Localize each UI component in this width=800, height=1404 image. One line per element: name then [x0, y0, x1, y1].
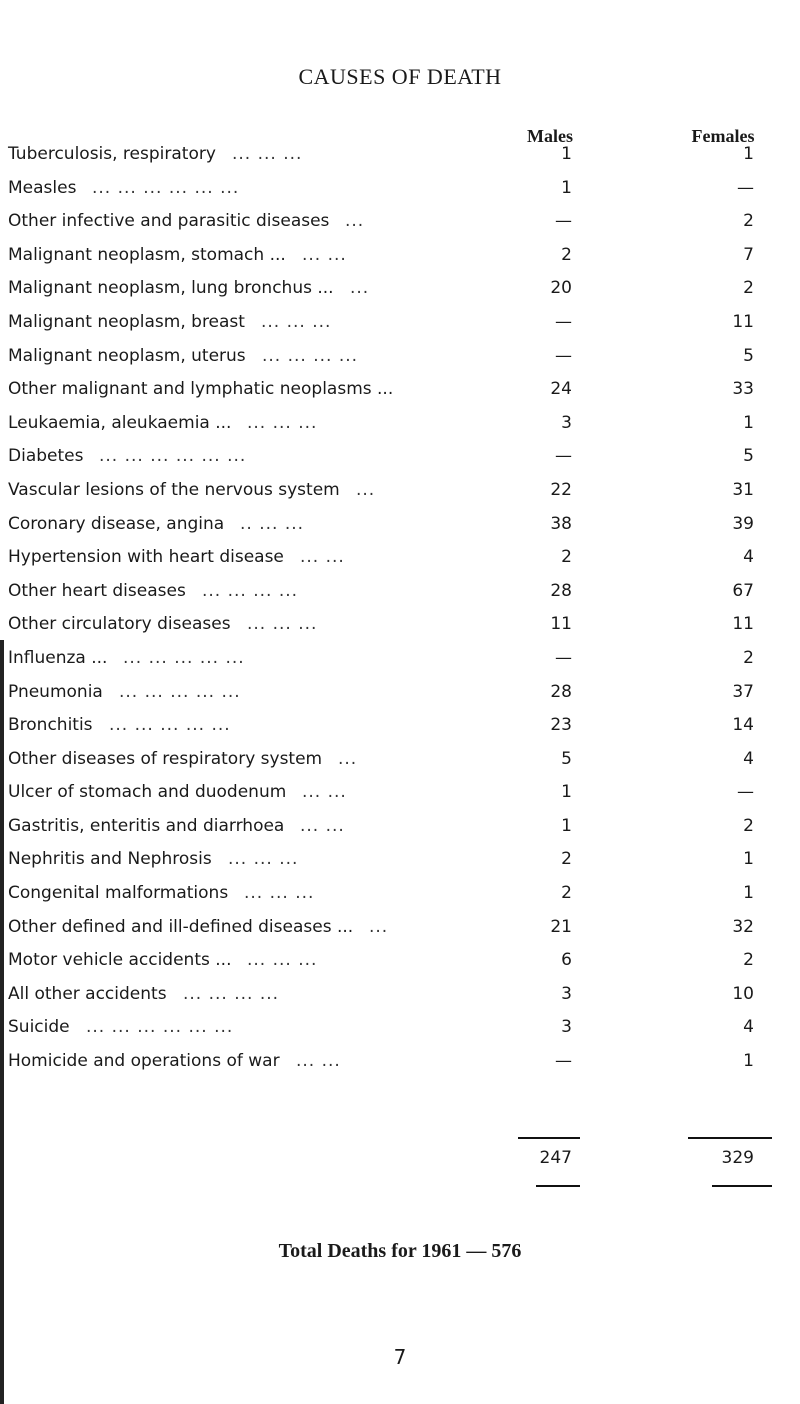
- causes-table: [0, 134, 800, 1075]
- leader-dots: ... ... ... ... ...: [109, 715, 231, 736]
- females-total-rule-top: [688, 1137, 772, 1139]
- females-value: 4: [743, 547, 754, 568]
- cause-label: Other heart diseases: [8, 580, 186, 601]
- males-value: —: [555, 647, 572, 668]
- females-value: 14: [732, 715, 754, 736]
- table-row: [0, 940, 800, 974]
- males-value: 2: [561, 244, 572, 265]
- males-value: —: [555, 446, 572, 467]
- leader-dots: ... ... ...: [244, 883, 315, 904]
- leader-dots: ... ... ...: [228, 849, 299, 870]
- males-value: —: [555, 211, 572, 232]
- table-row: [0, 739, 800, 773]
- table-row: [0, 907, 800, 941]
- females-value: 1: [743, 1051, 754, 1072]
- table-row: [0, 235, 800, 269]
- leader-dots: ... ...: [302, 782, 347, 803]
- females-value: 4: [743, 748, 754, 769]
- females-value: 1: [743, 144, 754, 164]
- table-row: [0, 134, 800, 168]
- males-value: 22: [550, 479, 572, 500]
- males-value: 6: [561, 950, 572, 971]
- males-value: 20: [550, 278, 572, 299]
- females-total-rule-bottom: [712, 1185, 772, 1187]
- females-value: —: [737, 177, 754, 198]
- males-value: 11: [550, 614, 572, 635]
- males-value: 1: [561, 815, 572, 836]
- column-header-females: Females: [691, 126, 755, 146]
- females-value: 5: [743, 345, 754, 366]
- males-value: 3: [561, 1017, 572, 1038]
- leader-dots: .. ... ...: [240, 513, 305, 534]
- table-row: [0, 638, 800, 672]
- leader-dots: ...: [350, 278, 370, 299]
- cause-label: Motor vehicle accidents ...: [8, 950, 232, 971]
- males-value: 38: [550, 513, 572, 534]
- females-value: 2: [743, 950, 754, 971]
- table-row: [0, 504, 800, 538]
- cause-label: Other infective and parasitic diseases: [8, 211, 330, 232]
- cause-label: Malignant neoplasm, breast: [8, 311, 245, 332]
- table-row: [0, 470, 800, 504]
- leader-dots: ...: [369, 916, 389, 937]
- leader-dots: ... ... ... ... ...: [123, 647, 245, 668]
- table-row: [0, 604, 800, 638]
- leader-dots: ... ... ... ...: [202, 580, 299, 601]
- cause-label: Vascular lesions of the nervous system: [8, 479, 340, 500]
- cause-label: Malignant neoplasm, uterus: [8, 345, 246, 366]
- table-row: [0, 537, 800, 571]
- females-value: —: [737, 782, 754, 803]
- table-row: [0, 672, 800, 706]
- cause-label: All other accidents: [8, 983, 167, 1004]
- cause-label: Other circulatory diseases: [8, 614, 231, 635]
- leader-dots: ...: [356, 479, 376, 500]
- leader-dots: ... ... ... ... ...: [119, 681, 241, 702]
- grand-total: Total Deaths for 1961 — 576: [278, 1240, 522, 1262]
- males-value: 1: [561, 782, 572, 803]
- males-value: 3: [561, 983, 572, 1004]
- cause-label: Malignant neoplasm, stomach ...: [8, 244, 286, 265]
- table-row: [0, 302, 800, 336]
- table-row: [0, 705, 800, 739]
- leader-dots: ... ... ...: [261, 311, 332, 332]
- females-value: 31: [732, 479, 754, 500]
- leader-dots: ... ...: [300, 815, 345, 836]
- cause-label: Congenital malformations: [8, 883, 229, 904]
- table-row: [0, 168, 800, 202]
- cause-label: Measles: [8, 177, 77, 198]
- leader-dots: ... ...: [296, 1051, 341, 1072]
- males-value: 2: [561, 849, 572, 870]
- males-value: —: [555, 345, 572, 366]
- females-value: 1: [743, 883, 754, 904]
- males-value: 21: [550, 916, 572, 937]
- table-row: [0, 772, 800, 806]
- leader-dots: ... ...: [300, 547, 345, 568]
- leader-dots: ... ... ... ... ... ...: [92, 177, 240, 198]
- page-number: 7: [393, 1345, 407, 1369]
- females-value: 37: [732, 681, 754, 702]
- cause-label: Other malignant and lymphatic neoplasms ...: [8, 379, 394, 400]
- leader-dots: ...: [345, 211, 365, 232]
- cause-label: Suicide: [8, 1017, 70, 1038]
- females-value: 67: [732, 580, 754, 601]
- cause-label: Tuberculosis, respiratory: [8, 144, 216, 164]
- cause-label: Other defined and ill-defined diseases ...: [8, 916, 354, 937]
- cause-label: Ulcer of stomach and duodenum: [8, 782, 287, 803]
- cause-label: Diabetes: [8, 446, 84, 467]
- table-row: [0, 839, 800, 873]
- cause-label: Malignant neoplasm, lung bronchus ...: [8, 278, 334, 299]
- females-value: 2: [743, 815, 754, 836]
- females-value: 32: [732, 916, 754, 937]
- table-row: [0, 436, 800, 470]
- cause-label: Homicide and operations of war: [8, 1051, 280, 1072]
- males-value: —: [555, 311, 572, 332]
- leader-dots: ... ...: [302, 244, 347, 265]
- males-value: —: [555, 1051, 572, 1072]
- table-row: [0, 571, 800, 605]
- females-value: 11: [732, 311, 754, 332]
- males-value: 28: [550, 580, 572, 601]
- leader-dots: ... ... ... ... ... ...: [86, 1017, 234, 1038]
- table-row: [0, 806, 800, 840]
- table-row: [0, 403, 800, 437]
- cause-label: Hypertension with heart disease: [8, 547, 284, 568]
- females-value: 11: [732, 614, 754, 635]
- table-row: [0, 336, 800, 370]
- cause-label: Influenza ...: [8, 647, 108, 668]
- females-value: 7: [743, 244, 754, 265]
- leader-dots: ... ... ... ... ... ...: [99, 446, 247, 467]
- males-value: 5: [561, 748, 572, 769]
- females-value: 4: [743, 1017, 754, 1038]
- females-value: 1: [743, 412, 754, 433]
- males-total-rule-bottom: [536, 1185, 580, 1187]
- leader-dots: ... ... ... ...: [183, 983, 280, 1004]
- males-value: 24: [550, 379, 572, 400]
- females-value: 33: [732, 379, 754, 400]
- cause-label: Other diseases of respiratory system: [8, 748, 323, 769]
- females-value: 1: [743, 849, 754, 870]
- leader-dots: ... ... ...: [247, 412, 318, 433]
- females-value: 2: [743, 647, 754, 668]
- leader-dots: ... ... ...: [232, 144, 303, 164]
- males-value: 2: [561, 883, 572, 904]
- cause-label: Coronary disease, angina: [8, 513, 225, 534]
- cause-label: Bronchitis: [8, 715, 93, 736]
- leader-dots: ... ... ...: [247, 950, 318, 971]
- males-total: 247: [539, 1148, 572, 1168]
- cause-label: Leukaemia, aleukaemia ...: [8, 412, 232, 433]
- males-value: 3: [561, 412, 572, 433]
- males-value: 1: [561, 177, 572, 198]
- table-row: [0, 1007, 800, 1041]
- females-value: 39: [732, 513, 754, 534]
- page-title: CAUSES OF DEATH: [298, 64, 502, 89]
- cause-label: Nephritis and Nephrosis: [8, 849, 212, 870]
- table-row: [0, 369, 800, 403]
- table-row: [0, 1041, 800, 1075]
- females-value: 2: [743, 278, 754, 299]
- leader-dots: ... ... ... ...: [262, 345, 359, 366]
- males-value: 23: [550, 715, 572, 736]
- males-value: 2: [561, 547, 572, 568]
- males-total-rule-top: [518, 1137, 580, 1139]
- females-value: 10: [732, 983, 754, 1004]
- females-value: 2: [743, 211, 754, 232]
- males-value: 28: [550, 681, 572, 702]
- females-value: 5: [743, 446, 754, 467]
- table-row: [0, 201, 800, 235]
- leader-dots: ...: [338, 748, 358, 769]
- cause-label: Pneumonia: [8, 681, 103, 702]
- males-value: 1: [561, 144, 572, 164]
- females-total: 329: [721, 1148, 754, 1168]
- table-row: [0, 873, 800, 907]
- leader-dots: ... ... ...: [247, 614, 318, 635]
- column-header-males: Males: [527, 126, 573, 146]
- table-row: [0, 974, 800, 1008]
- table-row: [0, 268, 800, 302]
- cause-label: Gastritis, enteritis and diarrhoea: [8, 815, 285, 836]
